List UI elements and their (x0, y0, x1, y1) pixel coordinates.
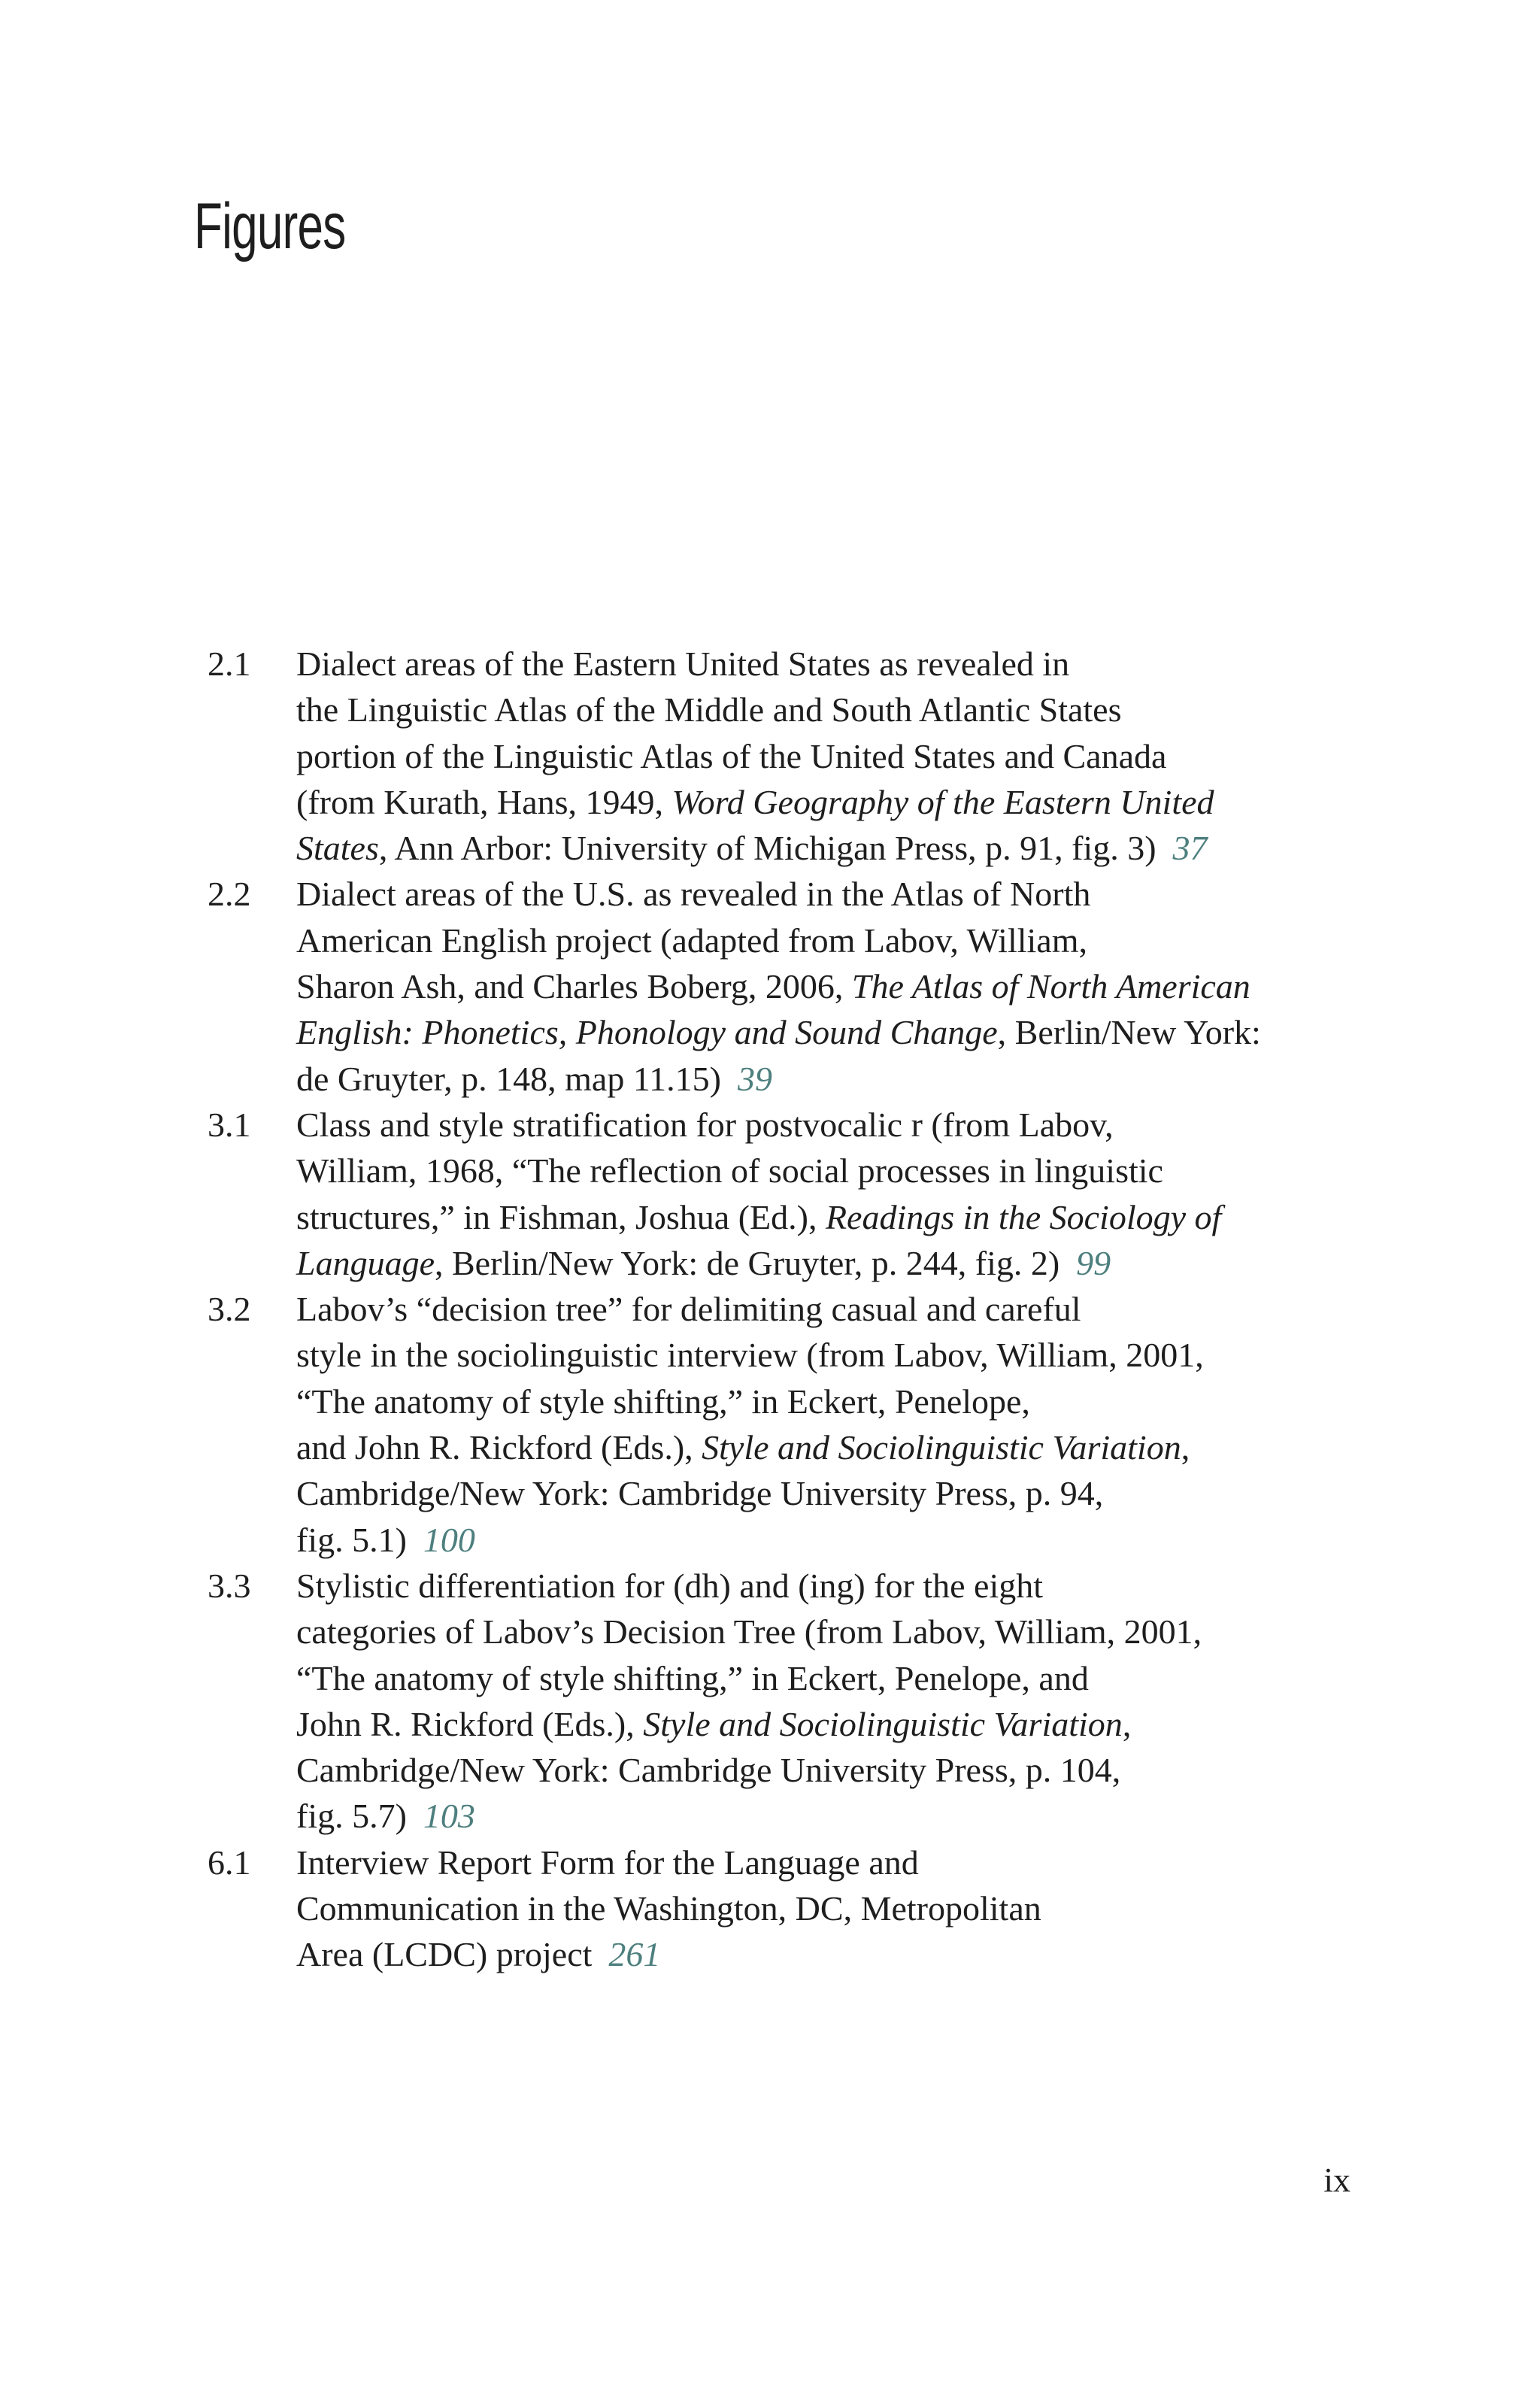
caption-text: Interview Report Form for the Language and (296, 1843, 919, 1882)
page-number: ix (1323, 2161, 1351, 2199)
caption-text: John R. Rickford (Eds.), (296, 1704, 644, 1743)
figure-entry (208, 1840, 1351, 1978)
caption-text: American English project (adapted from Labov, William, (296, 921, 1087, 960)
caption-text: , (1122, 1704, 1132, 1743)
caption-text: and John R. Rickford (Eds.), (296, 1428, 702, 1467)
figure-caption (296, 1563, 1351, 1840)
caption-text: categories of Labov’s Decision Tree (from Labov, William, 2001, (296, 1612, 1202, 1652)
figure-entry (208, 1563, 1351, 1840)
caption-text: Stylistic differentiation for (dh) and (ing) for the eight (296, 1566, 1043, 1605)
caption-text: , Berlin/New York: de Gruyter, p. 244, fig. 2) (435, 1243, 1060, 1282)
caption-title-italic: Style and Sociolinguistic Variation (643, 1704, 1123, 1743)
figure-page-reference: 103 (423, 1797, 475, 1836)
figure-entry (208, 1286, 1351, 1563)
figure-entry (208, 641, 1351, 871)
caption-title-italic: Language (296, 1243, 435, 1282)
caption-text: fig. 5.7) (296, 1797, 407, 1836)
caption-text: Cambridge/New York: Cambridge University Press, p. 104, (296, 1751, 1121, 1790)
figure-page-reference: 261 (608, 1935, 661, 1974)
caption-text: “The anatomy of style shifting,” in Eckert, Penelope, and (296, 1658, 1089, 1697)
figure-page-reference: 99 (1076, 1243, 1111, 1282)
caption-text: Class and style stratification for postvocalic r (from Labov, (296, 1105, 1114, 1144)
caption-text: fig. 5.1) (296, 1520, 407, 1559)
figure-number: 3.3 (208, 1566, 251, 1605)
figure-caption (296, 641, 1351, 871)
page-title: Figures (194, 190, 346, 262)
caption-text: Labov’s “decision tree” for delimiting casual and careful (296, 1290, 1081, 1329)
figure-number: 6.1 (208, 1843, 251, 1882)
list-of-figures (208, 641, 1351, 1978)
figure-entry (208, 871, 1351, 1101)
figure-number: 3.2 (208, 1290, 251, 1329)
caption-text: de Gruyter, p. 148, map 11.15) (296, 1059, 721, 1098)
caption-title-italic: Word Geography of the Eastern United (671, 782, 1214, 821)
caption-text: “The anatomy of style shifting,” in Eckert, Penelope, (296, 1382, 1030, 1421)
figure-page-reference: 39 (737, 1059, 772, 1098)
caption-text: Dialect areas of the Eastern United States as revealed in (296, 645, 1070, 683)
caption-text: (from Kurath, Hans, 1949, (296, 782, 672, 821)
caption-text: structures,” in Fishman, Joshua (Ed.), (296, 1197, 826, 1236)
figure-number: 2.1 (208, 645, 251, 683)
figure-page-reference: 100 (423, 1520, 475, 1559)
figure-caption (296, 1286, 1351, 1563)
caption-text: Area (LCDC) project (296, 1935, 593, 1974)
caption-text: Dialect areas of the U.S. as revealed in the Atlas of North (296, 875, 1091, 914)
caption-title-italic: States (296, 829, 379, 868)
figure-caption (296, 1840, 1351, 1978)
caption-text: style in the sociolinguistic interview (from Labov, William, 2001, (296, 1336, 1204, 1375)
caption-title-italic: English: Phonetics, Phonology and Sound Change (296, 1013, 998, 1052)
figure-caption (296, 871, 1351, 1101)
caption-text: Cambridge/New York: Cambridge University Press, p. 94, (296, 1474, 1104, 1513)
figure-page-reference: 37 (1172, 829, 1208, 868)
figure-number: 2.2 (208, 875, 251, 914)
figure-entry (208, 1102, 1351, 1286)
caption-title-italic: Style and Sociolinguistic Variation (702, 1428, 1181, 1467)
caption-text: , (1181, 1428, 1190, 1467)
caption-text: Communication in the Washington, DC, Metropolitan (296, 1889, 1041, 1928)
caption-text: William, 1968, “The reflection of social processes in linguistic (296, 1151, 1163, 1190)
caption-text: , Ann Arbor: University of Michigan Press, p. 91, fig. 3) (378, 829, 1157, 868)
caption-title-italic: Readings in the Sociology of (825, 1197, 1222, 1236)
caption-text: , Berlin/New York: (997, 1013, 1261, 1052)
caption-text: Sharon Ash, and Charles Boberg, 2006, (296, 967, 852, 1006)
caption-text: the Linguistic Atlas of the Middle and South Atlantic States (296, 690, 1122, 729)
figure-caption (296, 1102, 1351, 1286)
figure-number: 3.1 (208, 1105, 251, 1144)
caption-title-italic: The Atlas of North American (851, 967, 1250, 1006)
caption-text: portion of the Linguistic Atlas of the United States and Canada (296, 736, 1167, 775)
